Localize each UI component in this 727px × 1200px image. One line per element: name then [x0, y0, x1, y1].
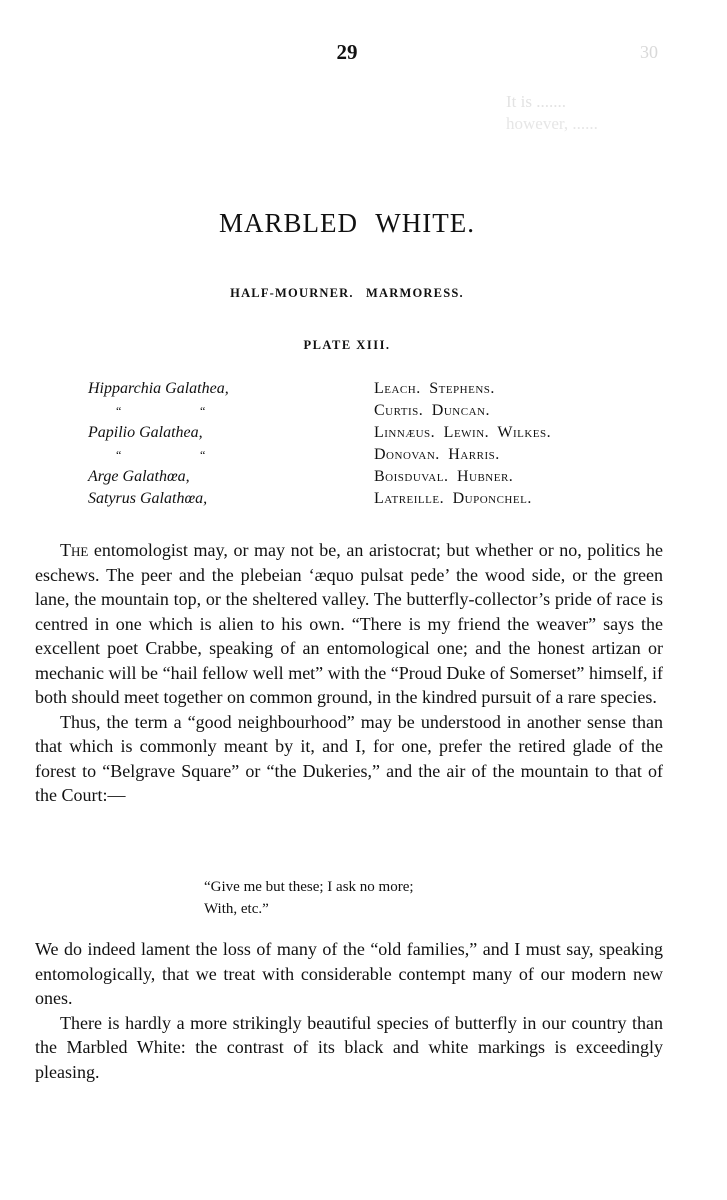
paragraph: We do indeed lament the loss of many of the “old families,” and I must say, speaking entomologically, that we treat with considerable contempt many of our modern new ones. — [35, 939, 663, 1008]
bleed-through-text-line: however, ...... — [506, 114, 598, 133]
plate-reference: PLATE XIII. — [303, 338, 391, 352]
body-text-upper — [35, 538, 663, 808]
synonym-name: Papilio Galathea, — [88, 424, 203, 441]
synonym-authorities: Linnæus. Lewin. Wilkes. — [374, 424, 552, 441]
ditto-mark: “ — [116, 448, 122, 462]
bleed-through-page-number: 30 — [640, 42, 658, 62]
ditto-mark: “ — [116, 404, 122, 418]
verse-line: With, etc.” — [204, 901, 269, 917]
synonym-row — [88, 400, 648, 422]
paragraph-dropword: The — [60, 540, 89, 560]
synonym-authorities: Donovan. Harris. — [374, 446, 500, 463]
synonym-row — [88, 488, 648, 510]
ditto-mark: “ — [200, 448, 206, 462]
ditto-mark: “ — [200, 404, 206, 418]
synonym-authorities: Boisduval. Hubner. — [374, 468, 514, 485]
body-text-lower — [35, 937, 663, 1084]
synonym-row — [88, 466, 648, 488]
bleed-through-text-line: It is ....... — [506, 92, 566, 111]
paragraph: There is hardly a more strikingly beautiful species of butterfly in our country than the Marbled White: the contrast of its black and white markings is exceedingly pleasing. — [35, 1012, 663, 1082]
synonym-row — [88, 444, 648, 466]
verse-quotation — [204, 876, 414, 920]
synonym-name: Hipparchia Galathea, — [88, 380, 229, 397]
paragraph — [35, 538, 663, 710]
ditto-marks — [88, 400, 284, 422]
page-number: 29 — [336, 40, 358, 64]
synonym-row — [88, 378, 648, 400]
verse-line: “Give me but these; I ask no more; — [204, 879, 414, 895]
chapter-subtitle: HALF-MOURNER. MARMORESS. — [230, 286, 464, 300]
chapter-title: MARBLED WHITE. — [219, 208, 475, 238]
ditto-marks — [88, 444, 284, 466]
paragraph: Thus, the term a “good neighbourhood” may be understood in another sense than that which is commonly meant by it, and I, for one, prefer the retired glade of the forest to “Belgrave Square” or “the Dukeries,” and the air of the mountain to that of the Court:— — [35, 711, 663, 805]
synonym-row — [88, 422, 648, 444]
synonym-authorities: Curtis. Duncan. — [374, 402, 490, 419]
synonym-authorities: Latreille. Duponchel. — [374, 490, 532, 507]
synonym-name: Arge Galathœa, — [88, 468, 190, 485]
paragraph-text: entomologist may, or may not be, an aristocrat; but whether or no, politics he eschews. The peer and the plebeian ‘æquo pulsat pede’ the wood side, or the green lane, the mountain top, or the sheltered valley. The butterfly-collector’s pride of race is centred in one which is alien to his own. “There is my friend the weaver” says the excellent poet Crabbe, speaking of an entomological one; and the honest artizan or mechanic will be “hail fellow well met” with the “Proud Duke of Somerset” himself, if both should meet together on common ground, in the kindred pursuit of a rare species. — [35, 540, 663, 707]
synonym-authorities: Leach. Stephens. — [374, 380, 495, 397]
synonym-name: Satyrus Galathœa, — [88, 490, 208, 507]
synonymy-list — [88, 378, 648, 510]
